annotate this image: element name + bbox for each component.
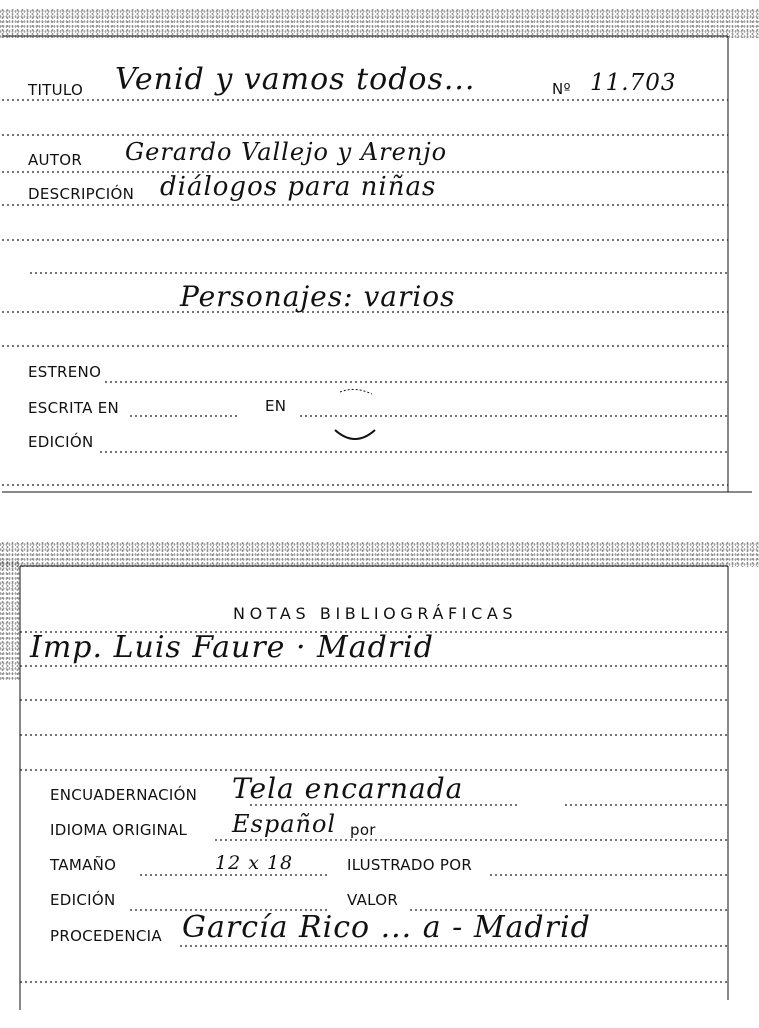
idioma-label: IDIOMA ORIGINAL <box>50 821 188 839</box>
autor-value: Gerardo Vallejo y Arenjo <box>125 138 448 166</box>
estreno-label: ESTRENO <box>28 363 102 381</box>
descripcion-value: diálogos para niñas <box>160 172 437 202</box>
personajes-note: Personajes: varios <box>180 280 456 313</box>
procedencia-label: PROCEDENCIA <box>50 927 162 945</box>
escrita-en-label: ESCRITA EN <box>28 399 120 417</box>
valor-label: VALOR <box>347 891 399 909</box>
en-label: EN <box>265 397 287 415</box>
titulo-label: TITULO <box>28 81 84 99</box>
numero-value: 11.703 <box>590 70 677 96</box>
autor-label: AUTOR <box>28 151 83 169</box>
encuadernacion-label: ENCUADERNACIÓN <box>50 786 198 804</box>
tamano-value: 12 x 18 <box>215 852 294 874</box>
edicion2-label: EDICIÓN <box>50 891 116 909</box>
descripcion-label: DESCRIPCIÓN <box>28 185 135 203</box>
procedencia-value: García Rico ... a - Madrid <box>182 910 591 945</box>
encuadernacion-value: Tela encarnada <box>232 772 464 805</box>
ilustrado-label: ILUSTRADO POR <box>347 856 473 874</box>
notas-value: Imp. Luis Faure · Madrid <box>30 630 434 665</box>
por-label: por <box>350 821 376 839</box>
idioma-value: Español <box>232 810 337 838</box>
notas-heading: NOTAS BIBLIOGRÁFICAS <box>233 604 518 623</box>
tamano-label: TAMAÑO <box>50 856 117 874</box>
titulo-value: Venid y vamos todos... <box>115 62 476 97</box>
edicion-label: EDICIÓN <box>28 433 94 451</box>
numero-label: Nº <box>552 80 571 98</box>
